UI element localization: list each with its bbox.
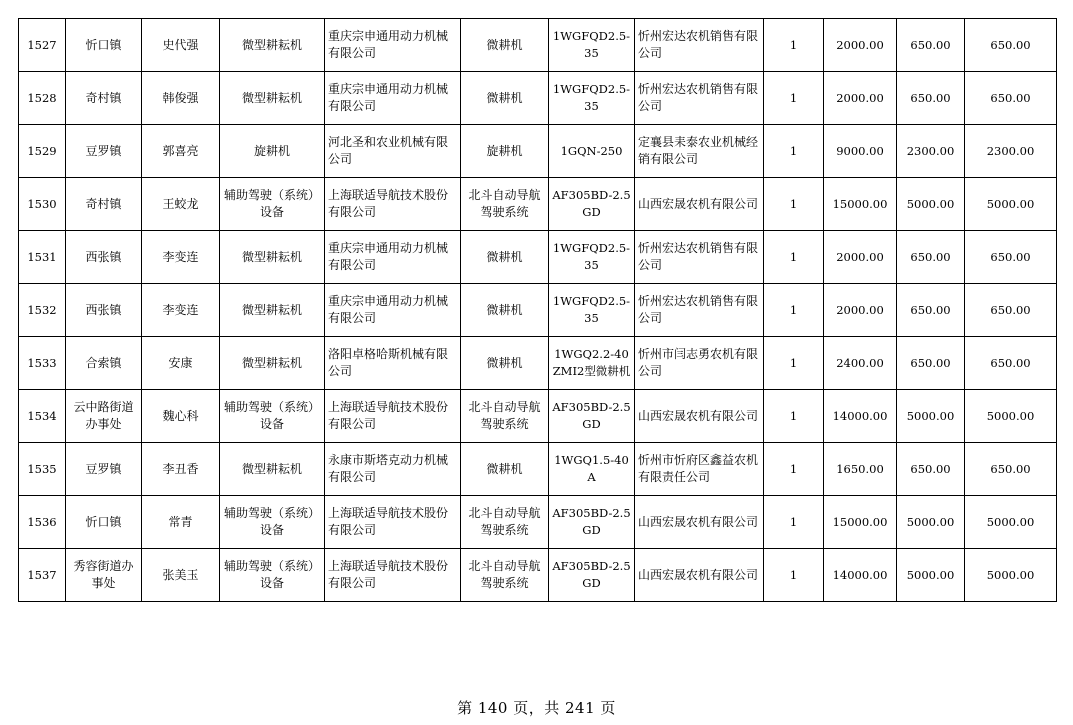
cell-index: 1532 — [19, 284, 66, 337]
cell-product-name: 微耕机 — [461, 443, 549, 496]
cell-dealer: 山西宏晟农机有限公司 — [635, 390, 764, 443]
cell-price: 2000.00 — [824, 231, 897, 284]
table-row — [19, 178, 1057, 231]
cell-unit-subsidy: 5000.00 — [897, 178, 965, 231]
cell-unit-subsidy: 650.00 — [897, 284, 965, 337]
cell-dealer: 忻州宏达农机销售有限公司 — [635, 231, 764, 284]
cell-index: 1530 — [19, 178, 66, 231]
cell-unit-subsidy: 5000.00 — [897, 390, 965, 443]
cell-quantity: 1 — [764, 496, 824, 549]
table-row — [19, 125, 1057, 178]
cell-product-name: 北斗自动导航驾驶系统 — [461, 390, 549, 443]
cell-model: 1WGFQD2.5-35 — [549, 19, 635, 72]
cell-town: 忻口镇 — [66, 19, 142, 72]
subsidy-table — [18, 18, 1057, 602]
cell-product-name: 微耕机 — [461, 337, 549, 390]
cell-model: AF305BD-2.5GD — [549, 496, 635, 549]
cell-total-subsidy: 5000.00 — [965, 178, 1057, 231]
cell-model: 1WGQ1.5-40A — [549, 443, 635, 496]
cell-machine-type: 微型耕耘机 — [220, 284, 325, 337]
cell-price: 15000.00 — [824, 178, 897, 231]
cell-buyer-name: 郭喜亮 — [142, 125, 220, 178]
cell-manufacturer: 上海联适导航技术股份有限公司 — [325, 178, 461, 231]
cell-product-name: 微耕机 — [461, 72, 549, 125]
cell-manufacturer: 重庆宗申通用动力机械有限公司 — [325, 231, 461, 284]
cell-dealer: 忻州市闫志勇农机有限公司 — [635, 337, 764, 390]
cell-model: 1WGQ2.2-40ZMI2型微耕机 — [549, 337, 635, 390]
cell-index: 1534 — [19, 390, 66, 443]
cell-manufacturer: 洛阳卓格哈斯机械有限公司 — [325, 337, 461, 390]
cell-buyer-name: 史代强 — [142, 19, 220, 72]
cell-price: 14000.00 — [824, 549, 897, 602]
table-row — [19, 19, 1057, 72]
table-row — [19, 72, 1057, 125]
cell-manufacturer: 永康市斯塔克动力机械有限公司 — [325, 443, 461, 496]
cell-unit-subsidy: 5000.00 — [897, 549, 965, 602]
cell-dealer: 定襄县耒泰农业机械经销有限公司 — [635, 125, 764, 178]
cell-manufacturer: 上海联适导航技术股份有限公司 — [325, 496, 461, 549]
cell-buyer-name: 张美玉 — [142, 549, 220, 602]
cell-price: 2000.00 — [824, 19, 897, 72]
cell-machine-type: 辅助驾驶（系统）设备 — [220, 549, 325, 602]
cell-product-name: 微耕机 — [461, 284, 549, 337]
cell-price: 2000.00 — [824, 72, 897, 125]
cell-dealer: 忻州宏达农机销售有限公司 — [635, 19, 764, 72]
cell-product-name: 微耕机 — [461, 231, 549, 284]
cell-dealer: 山西宏晟农机有限公司 — [635, 178, 764, 231]
cell-index: 1531 — [19, 231, 66, 284]
cell-index: 1527 — [19, 19, 66, 72]
cell-buyer-name: 常青 — [142, 496, 220, 549]
table-row — [19, 337, 1057, 390]
cell-product-name: 微耕机 — [461, 19, 549, 72]
cell-quantity: 1 — [764, 284, 824, 337]
cell-manufacturer: 重庆宗申通用动力机械有限公司 — [325, 72, 461, 125]
cell-quantity: 1 — [764, 443, 824, 496]
cell-total-subsidy: 650.00 — [965, 19, 1057, 72]
cell-buyer-name: 王蛟龙 — [142, 178, 220, 231]
cell-manufacturer: 重庆宗申通用动力机械有限公司 — [325, 284, 461, 337]
cell-total-subsidy: 5000.00 — [965, 549, 1057, 602]
cell-machine-type: 微型耕耘机 — [220, 231, 325, 284]
cell-manufacturer: 重庆宗申通用动力机械有限公司 — [325, 19, 461, 72]
cell-unit-subsidy: 650.00 — [897, 72, 965, 125]
cell-machine-type: 辅助驾驶（系统）设备 — [220, 390, 325, 443]
cell-product-name: 旋耕机 — [461, 125, 549, 178]
cell-dealer: 忻州市忻府区鑫益农机有限责任公司 — [635, 443, 764, 496]
table-row — [19, 443, 1057, 496]
cell-index: 1533 — [19, 337, 66, 390]
table-row — [19, 390, 1057, 443]
cell-total-subsidy: 5000.00 — [965, 496, 1057, 549]
cell-total-subsidy: 5000.00 — [965, 390, 1057, 443]
cell-index: 1529 — [19, 125, 66, 178]
cell-manufacturer: 上海联适导航技术股份有限公司 — [325, 390, 461, 443]
cell-unit-subsidy: 650.00 — [897, 231, 965, 284]
cell-town: 合索镇 — [66, 337, 142, 390]
cell-town: 奇村镇 — [66, 72, 142, 125]
cell-price: 15000.00 — [824, 496, 897, 549]
cell-buyer-name: 韩俊强 — [142, 72, 220, 125]
cell-quantity: 1 — [764, 231, 824, 284]
cell-unit-subsidy: 650.00 — [897, 337, 965, 390]
cell-dealer: 忻州宏达农机销售有限公司 — [635, 72, 764, 125]
cell-product-name: 北斗自动导航驾驶系统 — [461, 549, 549, 602]
cell-model: 1WGFQD2.5-35 — [549, 72, 635, 125]
cell-buyer-name: 安康 — [142, 337, 220, 390]
cell-model: AF305BD-2.5GD — [549, 549, 635, 602]
cell-model: 1WGFQD2.5-35 — [549, 231, 635, 284]
cell-manufacturer: 河北圣和农业机械有限公司 — [325, 125, 461, 178]
cell-model: AF305BD-2.5GD — [549, 178, 635, 231]
cell-quantity: 1 — [764, 549, 824, 602]
cell-buyer-name: 魏心科 — [142, 390, 220, 443]
cell-quantity: 1 — [764, 390, 824, 443]
table-row — [19, 549, 1057, 602]
cell-total-subsidy: 650.00 — [965, 284, 1057, 337]
cell-town: 忻口镇 — [66, 496, 142, 549]
cell-town: 西张镇 — [66, 284, 142, 337]
cell-total-subsidy: 650.00 — [965, 443, 1057, 496]
table-body — [19, 19, 1057, 602]
cell-buyer-name: 李变连 — [142, 284, 220, 337]
cell-price: 2400.00 — [824, 337, 897, 390]
cell-price: 14000.00 — [824, 390, 897, 443]
cell-machine-type: 微型耕耘机 — [220, 72, 325, 125]
cell-price: 9000.00 — [824, 125, 897, 178]
cell-dealer: 忻州宏达农机销售有限公司 — [635, 284, 764, 337]
cell-quantity: 1 — [764, 125, 824, 178]
cell-buyer-name: 李丑香 — [142, 443, 220, 496]
cell-index: 1535 — [19, 443, 66, 496]
cell-manufacturer: 上海联适导航技术股份有限公司 — [325, 549, 461, 602]
cell-quantity: 1 — [764, 72, 824, 125]
cell-town: 云中路街道办事处 — [66, 390, 142, 443]
cell-town: 秀容街道办事处 — [66, 549, 142, 602]
cell-total-subsidy: 650.00 — [965, 72, 1057, 125]
cell-machine-type: 辅助驾驶（系统）设备 — [220, 496, 325, 549]
cell-total-subsidy: 2300.00 — [965, 125, 1057, 178]
cell-model: AF305BD-2.5GD — [549, 390, 635, 443]
cell-machine-type: 微型耕耘机 — [220, 19, 325, 72]
cell-town: 豆罗镇 — [66, 443, 142, 496]
cell-buyer-name: 李变连 — [142, 231, 220, 284]
cell-model: 1WGFQD2.5-35 — [549, 284, 635, 337]
cell-town: 西张镇 — [66, 231, 142, 284]
cell-unit-subsidy: 650.00 — [897, 19, 965, 72]
cell-dealer: 山西宏晟农机有限公司 — [635, 549, 764, 602]
cell-index: 1528 — [19, 72, 66, 125]
cell-product-name: 北斗自动导航驾驶系统 — [461, 178, 549, 231]
cell-index: 1536 — [19, 496, 66, 549]
cell-index: 1537 — [19, 549, 66, 602]
cell-unit-subsidy: 650.00 — [897, 443, 965, 496]
table-row — [19, 231, 1057, 284]
cell-machine-type: 微型耕耘机 — [220, 337, 325, 390]
cell-dealer: 山西宏晟农机有限公司 — [635, 496, 764, 549]
table-row — [19, 284, 1057, 337]
cell-quantity: 1 — [764, 19, 824, 72]
cell-town: 豆罗镇 — [66, 125, 142, 178]
page-footer: 第 140 页，共 241 页 — [457, 699, 616, 717]
table-row — [19, 496, 1057, 549]
cell-machine-type: 旋耕机 — [220, 125, 325, 178]
cell-product-name: 北斗自动导航驾驶系统 — [461, 496, 549, 549]
cell-price: 1650.00 — [824, 443, 897, 496]
cell-town: 奇村镇 — [66, 178, 142, 231]
cell-total-subsidy: 650.00 — [965, 337, 1057, 390]
cell-price: 2000.00 — [824, 284, 897, 337]
cell-total-subsidy: 650.00 — [965, 231, 1057, 284]
cell-machine-type: 辅助驾驶（系统）设备 — [220, 178, 325, 231]
cell-machine-type: 微型耕耘机 — [220, 443, 325, 496]
cell-quantity: 1 — [764, 337, 824, 390]
cell-quantity: 1 — [764, 178, 824, 231]
cell-model: 1GQN-250 — [549, 125, 635, 178]
cell-unit-subsidy: 2300.00 — [897, 125, 965, 178]
cell-unit-subsidy: 5000.00 — [897, 496, 965, 549]
